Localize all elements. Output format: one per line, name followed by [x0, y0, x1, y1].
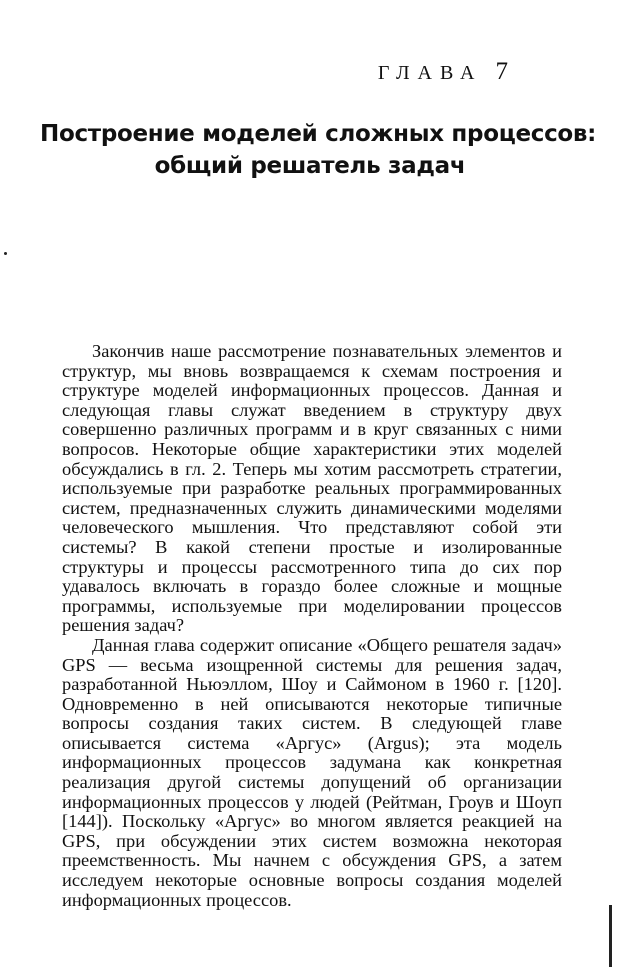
scan-edge-mark — [609, 905, 612, 967]
chapter-number: 7 — [495, 58, 508, 85]
paragraph-2: Данная глава содержит описание «Общего решателя задач» GPS — весьма изощренной системы для решения задач, разработанной Ньюэллом, Шоу и Саймоном в 1960 г. [120]. Одновременно в ней описываются некоторые типичные вопросы создания таких систем. В следующей главе описывается система «Аргус» (Argus); эта модель информационных процессов задумана как конкретная реализация другой системы допущений об организации информационных процессов у людей (Рейтман, Гроув и Шоуп [144]). Поскольку «Аргус» во многом является реакцией на GPS, при обсуждении этих систем возможна некоторая преемственность. Мы начнем с обсуждения GPS, а затем исследуем некоторые основные вопросы создания моделей информационных процессов. — [62, 634, 562, 910]
chapter-title — [40, 118, 597, 182]
chapter-title-line-2: общий решатель задач — [154, 153, 466, 179]
scan-artifact-dot — [4, 252, 7, 255]
chapter-word: ГЛАВА — [377, 62, 483, 84]
body-text — [62, 342, 562, 910]
chapter-label — [378, 58, 508, 86]
paragraph-1: Закончив наше рассмотрение познавательных элементов и структур, мы вновь возвращаемся к схемам построения и структуре моделей информационных процессов. Данная и следующая главы служат введением в структуру двух совершенно различных программ и в круг связанных с ними вопросов. Некоторые общие характеристики этих моделей обсуждались в гл. 2. Теперь мы хотим рассмотреть стратегии, используемые при разработке реальных программированных систем, предназначенных служить динамическими моделями человеческого мышления. Что представляют собой эти системы? В какой степени простые и изолированные структуры и процессы рассмотренного типа до сих пор удавалось включать в гораздо более сложные и мощные программы, используемые при моделировании процессов решения задач? — [62, 341, 562, 636]
chapter-title-line-1: Построение моделей сложных процессов: — [40, 121, 597, 147]
